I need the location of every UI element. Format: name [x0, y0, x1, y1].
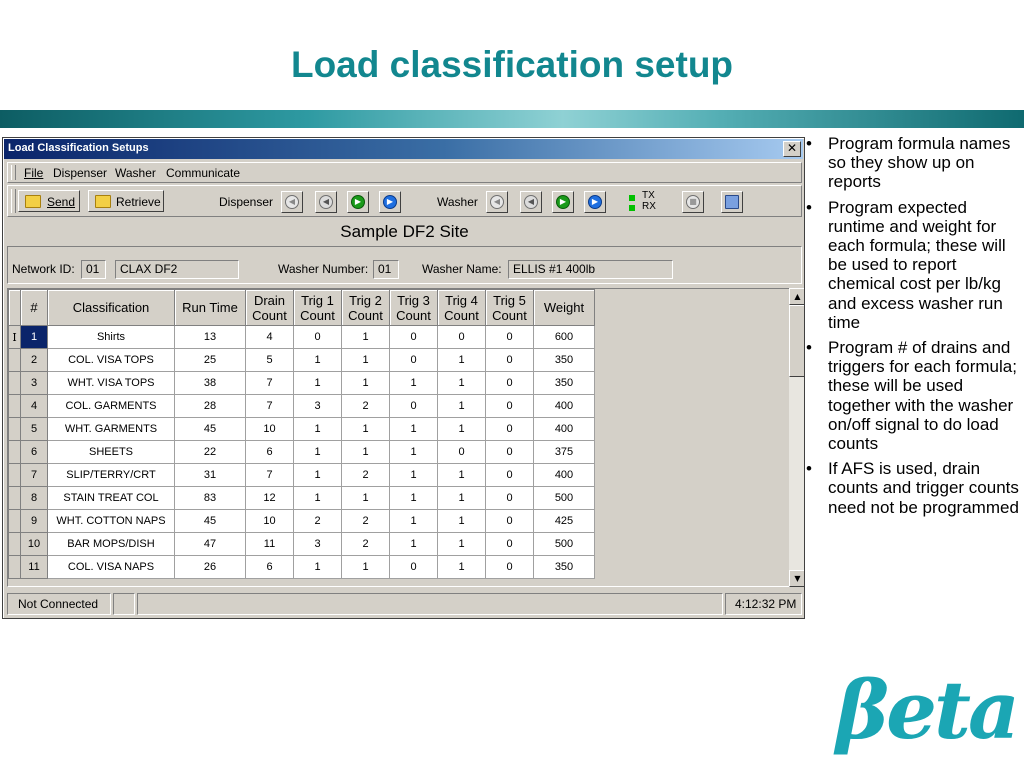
table-row[interactable] — [9, 395, 595, 418]
table-cell[interactable]: 1 — [438, 464, 486, 487]
menu-bar — [7, 162, 802, 183]
row-number-cell[interactable]: 2 — [21, 349, 48, 372]
row-selector[interactable] — [9, 533, 21, 556]
table-cell[interactable]: 0 — [390, 395, 438, 418]
table-cell[interactable]: 6 — [246, 441, 294, 464]
status-panel-message — [137, 593, 723, 615]
bullet-text: Program expected runtime and weight for each formula; these will be used to report chemical cost per lb/kg and excess washer run time — [828, 197, 1006, 332]
row-selector[interactable] — [9, 441, 21, 464]
grid-header-row — [9, 290, 595, 326]
table-cell[interactable]: 45 — [175, 418, 246, 441]
column-header[interactable]: Classification — [48, 290, 175, 326]
table-cell[interactable]: 400 — [534, 464, 595, 487]
table-cell[interactable]: 1 — [390, 441, 438, 464]
stop-button[interactable] — [682, 191, 704, 213]
table-cell[interactable]: 1 — [438, 349, 486, 372]
load-classification-window — [2, 137, 805, 619]
table-cell[interactable]: 500 — [534, 487, 595, 510]
scroll-up-icon[interactable]: ▲ — [789, 288, 805, 305]
dispenser-back-button[interactable] — [315, 191, 337, 213]
exit-button[interactable] — [721, 191, 743, 213]
table-cell[interactable]: 3 — [294, 533, 342, 556]
table-cell[interactable]: 1 — [438, 533, 486, 556]
table-cell[interactable]: 22 — [175, 441, 246, 464]
table-cell[interactable]: SLIP/TERRY/CRT — [48, 464, 175, 487]
bullet-item — [803, 338, 1024, 453]
classification-grid — [7, 288, 803, 587]
table-cell[interactable]: 0 — [486, 487, 534, 510]
decorative-band — [0, 110, 1024, 128]
table-cell[interactable]: 0 — [438, 441, 486, 464]
status-bar — [7, 593, 802, 615]
table-cell[interactable]: 1 — [294, 349, 342, 372]
table-cell[interactable]: 1 — [390, 487, 438, 510]
column-header[interactable]: Trig 5 Count — [486, 290, 534, 326]
table-cell[interactable]: 28 — [175, 395, 246, 418]
window-titlebar[interactable] — [4, 139, 803, 159]
dispenser-label: Dispenser — [219, 195, 274, 209]
row-selector[interactable] — [9, 510, 21, 533]
table-cell[interactable]: 0 — [486, 418, 534, 441]
bullet-item — [803, 459, 1024, 517]
table-row[interactable] — [9, 418, 595, 441]
menu-communicate[interactable]: Communicate — [166, 166, 241, 180]
table-cell[interactable]: 2 — [294, 510, 342, 533]
table-cell[interactable]: 1 — [294, 487, 342, 510]
washer-name-field[interactable]: ELLIS #1 400lb — [508, 260, 673, 279]
table-cell[interactable]: 5 — [246, 349, 294, 372]
beta-logo: βeta — [836, 663, 1017, 757]
network-id-field[interactable]: 01 — [81, 260, 106, 279]
table-cell[interactable]: 0 — [486, 510, 534, 533]
bullet-item — [803, 134, 1024, 192]
send-folder-icon — [25, 195, 41, 208]
table-cell[interactable]: 1 — [390, 418, 438, 441]
bullet-text: Program formula names so they show up on reports — [828, 134, 1011, 192]
table-cell[interactable]: 6 — [246, 556, 294, 579]
rewind-icon: ◀ — [490, 195, 504, 209]
info-row — [7, 246, 802, 284]
row-selector[interactable] — [9, 464, 21, 487]
send-button[interactable] — [18, 190, 80, 212]
table-cell[interactable]: 0 — [438, 326, 486, 349]
table-cell[interactable]: 1 — [438, 510, 486, 533]
table-cell[interactable]: 1 — [438, 418, 486, 441]
bullet-dot: • — [806, 338, 812, 358]
table-cell[interactable]: 1 — [342, 418, 390, 441]
table-row[interactable] — [9, 487, 595, 510]
slide-title: Load classification setup — [290, 44, 734, 85]
row-selector[interactable] — [9, 418, 21, 441]
table-cell[interactable]: 1 — [342, 441, 390, 464]
column-header[interactable]: Trig 2 Count — [342, 290, 390, 326]
washer-name-label: Washer Name: — [422, 262, 502, 276]
column-header[interactable]: Trig 3 Count — [390, 290, 438, 326]
table-cell[interactable]: 10 — [246, 418, 294, 441]
table-cell[interactable]: 31 — [175, 464, 246, 487]
row-selector[interactable] — [9, 395, 21, 418]
row-number-cell[interactable]: 7 — [21, 464, 48, 487]
table-cell[interactable]: 0 — [486, 533, 534, 556]
table-cell[interactable]: 0 — [486, 464, 534, 487]
table-row[interactable] — [9, 464, 595, 487]
table-cell[interactable]: 2 — [342, 533, 390, 556]
dispenser-rewind-button[interactable] — [281, 191, 303, 213]
network-name-field[interactable]: CLAX DF2 — [115, 260, 239, 279]
table-cell[interactable]: 1 — [438, 395, 486, 418]
table-cell[interactable]: 400 — [534, 395, 595, 418]
table-row[interactable] — [9, 441, 595, 464]
table-cell[interactable]: 1 — [294, 464, 342, 487]
row-number-cell[interactable]: 3 — [21, 372, 48, 395]
table-cell[interactable]: WHT. COTTON NAPS — [48, 510, 175, 533]
bullet-dot: • — [806, 459, 812, 479]
table-cell[interactable]: 1 — [390, 510, 438, 533]
row-selector[interactable] — [9, 349, 21, 372]
tx-label: TX — [642, 190, 655, 201]
washer-number-field[interactable]: 01 — [373, 260, 399, 279]
table-cell[interactable]: 0 — [390, 349, 438, 372]
exit-door-icon — [725, 195, 739, 209]
forward-icon: ▶ — [588, 195, 602, 209]
table-cell[interactable]: 350 — [534, 349, 595, 372]
table-cell[interactable]: COL. GARMENTS — [48, 395, 175, 418]
table-cell[interactable]: 425 — [534, 510, 595, 533]
row-number-cell[interactable]: 11 — [21, 556, 48, 579]
row-number-cell[interactable]: 1 — [21, 326, 48, 349]
table-cell[interactable]: 1 — [294, 556, 342, 579]
table-cell[interactable]: 4 — [246, 326, 294, 349]
table-row[interactable] — [9, 556, 595, 579]
send-button-label: Send — [47, 195, 76, 209]
close-button[interactable]: ✕ — [783, 141, 801, 157]
table-cell[interactable]: WHT. GARMENTS — [48, 418, 175, 441]
table-row[interactable] — [9, 533, 595, 556]
table-cell[interactable]: 38 — [175, 372, 246, 395]
connection-status: Not Connected — [7, 593, 111, 615]
table-cell[interactable]: 375 — [534, 441, 595, 464]
table-cell[interactable]: 26 — [175, 556, 246, 579]
column-header[interactable]: Trig 4 Count — [438, 290, 486, 326]
column-header[interactable]: Trig 1 Count — [294, 290, 342, 326]
table-row[interactable] — [9, 510, 595, 533]
table-row[interactable] — [9, 349, 595, 372]
table-cell[interactable]: 2 — [342, 464, 390, 487]
row-selector[interactable] — [9, 556, 21, 579]
table-cell[interactable]: 1 — [438, 556, 486, 579]
window-title: Load Classification Setups — [8, 142, 149, 154]
column-header[interactable]: # — [21, 290, 48, 326]
play-icon: ▶ — [556, 195, 570, 209]
table-cell[interactable]: WHT. VISA TOPS — [48, 372, 175, 395]
table-cell[interactable]: 1 — [390, 533, 438, 556]
table-cell[interactable]: COL. VISA TOPS — [48, 349, 175, 372]
row-number-cell[interactable]: 10 — [21, 533, 48, 556]
table-row[interactable] — [9, 372, 595, 395]
table-cell[interactable]: 47 — [175, 533, 246, 556]
washer-rewind-button[interactable] — [486, 191, 508, 213]
table-cell[interactable]: 12 — [246, 487, 294, 510]
row-selector[interactable] — [9, 487, 21, 510]
table-cell[interactable]: 83 — [175, 487, 246, 510]
menu-washer[interactable]: Washer — [115, 166, 156, 180]
dispenser-forward-button[interactable] — [379, 191, 401, 213]
menu-dispenser[interactable]: Dispenser — [53, 166, 108, 180]
table-cell[interactable]: 7 — [246, 395, 294, 418]
table-cell[interactable]: 0 — [486, 556, 534, 579]
status-panel-empty — [113, 593, 135, 615]
bullet-dot: • — [806, 134, 812, 153]
table-cell[interactable]: COL. VISA NAPS — [48, 556, 175, 579]
play-icon: ▶ — [351, 195, 365, 209]
rx-indicator — [629, 205, 635, 211]
table-cell[interactable]: 0 — [486, 349, 534, 372]
table-cell[interactable]: 13 — [175, 326, 246, 349]
table-cell[interactable]: STAIN TREAT COL — [48, 487, 175, 510]
menu-file-label: File — [24, 166, 44, 180]
table-cell[interactable]: 1 — [342, 556, 390, 579]
table-cell[interactable]: 25 — [175, 349, 246, 372]
table-cell[interactable]: 2 — [342, 395, 390, 418]
table-cell[interactable]: 0 — [486, 372, 534, 395]
table-cell[interactable]: BAR MOPS/DISH — [48, 533, 175, 556]
table-cell[interactable]: 600 — [534, 326, 595, 349]
retrieve-folder-icon — [95, 195, 111, 208]
table-cell[interactable]: 1 — [438, 372, 486, 395]
table-cell[interactable]: 11 — [246, 533, 294, 556]
row-selector[interactable] — [9, 372, 21, 395]
table-row[interactable] — [9, 326, 595, 349]
table-cell[interactable]: 0 — [294, 326, 342, 349]
washer-forward-button[interactable] — [584, 191, 606, 213]
stop-icon: ■ — [686, 195, 700, 209]
scroll-down-icon[interactable]: ▼ — [789, 570, 805, 587]
table-cell[interactable]: 1 — [342, 372, 390, 395]
washer-back-button[interactable] — [520, 191, 542, 213]
washer-play-button[interactable] — [552, 191, 574, 213]
table-cell[interactable]: 1 — [342, 349, 390, 372]
table-cell[interactable]: 7 — [246, 464, 294, 487]
table-cell[interactable]: 350 — [534, 556, 595, 579]
bullet-dot: • — [806, 197, 812, 217]
table-cell[interactable]: 1 — [390, 464, 438, 487]
table-cell[interactable]: 2 — [342, 510, 390, 533]
row-number-cell[interactable]: 4 — [21, 395, 48, 418]
table-cell[interactable]: SHEETS — [48, 441, 175, 464]
table-cell[interactable]: 500 — [534, 533, 595, 556]
rewind-icon: ◀ — [285, 195, 299, 209]
toolbar — [7, 185, 802, 217]
column-header[interactable]: Weight — [534, 290, 595, 326]
bullet-text: Program # of drains and triggers for each formula; these will be used together with the washer on/off signal to do load counts — [828, 338, 1017, 454]
table-cell[interactable]: 0 — [486, 326, 534, 349]
back-icon: ◀ — [319, 195, 333, 209]
grid-corner — [9, 290, 21, 326]
table-cell[interactable]: 1 — [342, 487, 390, 510]
table-cell[interactable]: 1 — [438, 487, 486, 510]
rx-label: RX — [642, 201, 656, 212]
table-cell[interactable]: 0 — [390, 556, 438, 579]
dispenser-play-button[interactable] — [347, 191, 369, 213]
column-header[interactable]: Run Time — [175, 290, 246, 326]
bullet-item — [803, 198, 1024, 332]
table-cell[interactable]: 0 — [390, 326, 438, 349]
forward-icon: ▶ — [383, 195, 397, 209]
table-cell[interactable]: 350 — [534, 372, 595, 395]
row-selector[interactable]: I — [9, 326, 21, 349]
table-cell[interactable]: 1 — [294, 418, 342, 441]
table-cell[interactable]: 1 — [294, 441, 342, 464]
table-cell[interactable]: 7 — [246, 372, 294, 395]
table-cell[interactable]: 1 — [390, 372, 438, 395]
back-icon: ◀ — [524, 195, 538, 209]
table-cell[interactable]: 10 — [246, 510, 294, 533]
network-id-label: Network ID: — [12, 262, 75, 276]
status-time: 4:12:32 PM — [725, 593, 802, 615]
bullet-list — [803, 134, 1024, 523]
table-cell[interactable]: 1 — [342, 326, 390, 349]
tx-indicator — [629, 195, 635, 201]
site-name: Sample DF2 Site — [340, 222, 469, 241]
washer-number-label: Washer Number: — [278, 262, 369, 276]
retrieve-button-label: Retrieve — [116, 195, 161, 209]
row-number-cell[interactable]: 9 — [21, 510, 48, 533]
table-cell[interactable]: 400 — [534, 418, 595, 441]
toolbar-grip[interactable] — [11, 189, 16, 213]
table-cell[interactable]: 0 — [486, 441, 534, 464]
menu-file[interactable] — [24, 166, 43, 180]
table-cell[interactable]: Shirts — [48, 326, 175, 349]
table-cell[interactable]: 45 — [175, 510, 246, 533]
row-number-cell[interactable]: 5 — [21, 418, 48, 441]
table-cell[interactable]: 3 — [294, 395, 342, 418]
menu-grip[interactable] — [11, 165, 16, 180]
table-cell[interactable]: 1 — [294, 372, 342, 395]
table-cell[interactable]: 0 — [486, 395, 534, 418]
bullet-text: If AFS is used, drain counts and trigger counts need not be programmed — [828, 459, 1019, 517]
row-number-cell[interactable]: 6 — [21, 441, 48, 464]
washer-label: Washer — [437, 195, 478, 209]
column-header[interactable]: Drain Count — [246, 290, 294, 326]
row-number-cell[interactable]: 8 — [21, 487, 48, 510]
retrieve-button[interactable] — [88, 190, 164, 212]
